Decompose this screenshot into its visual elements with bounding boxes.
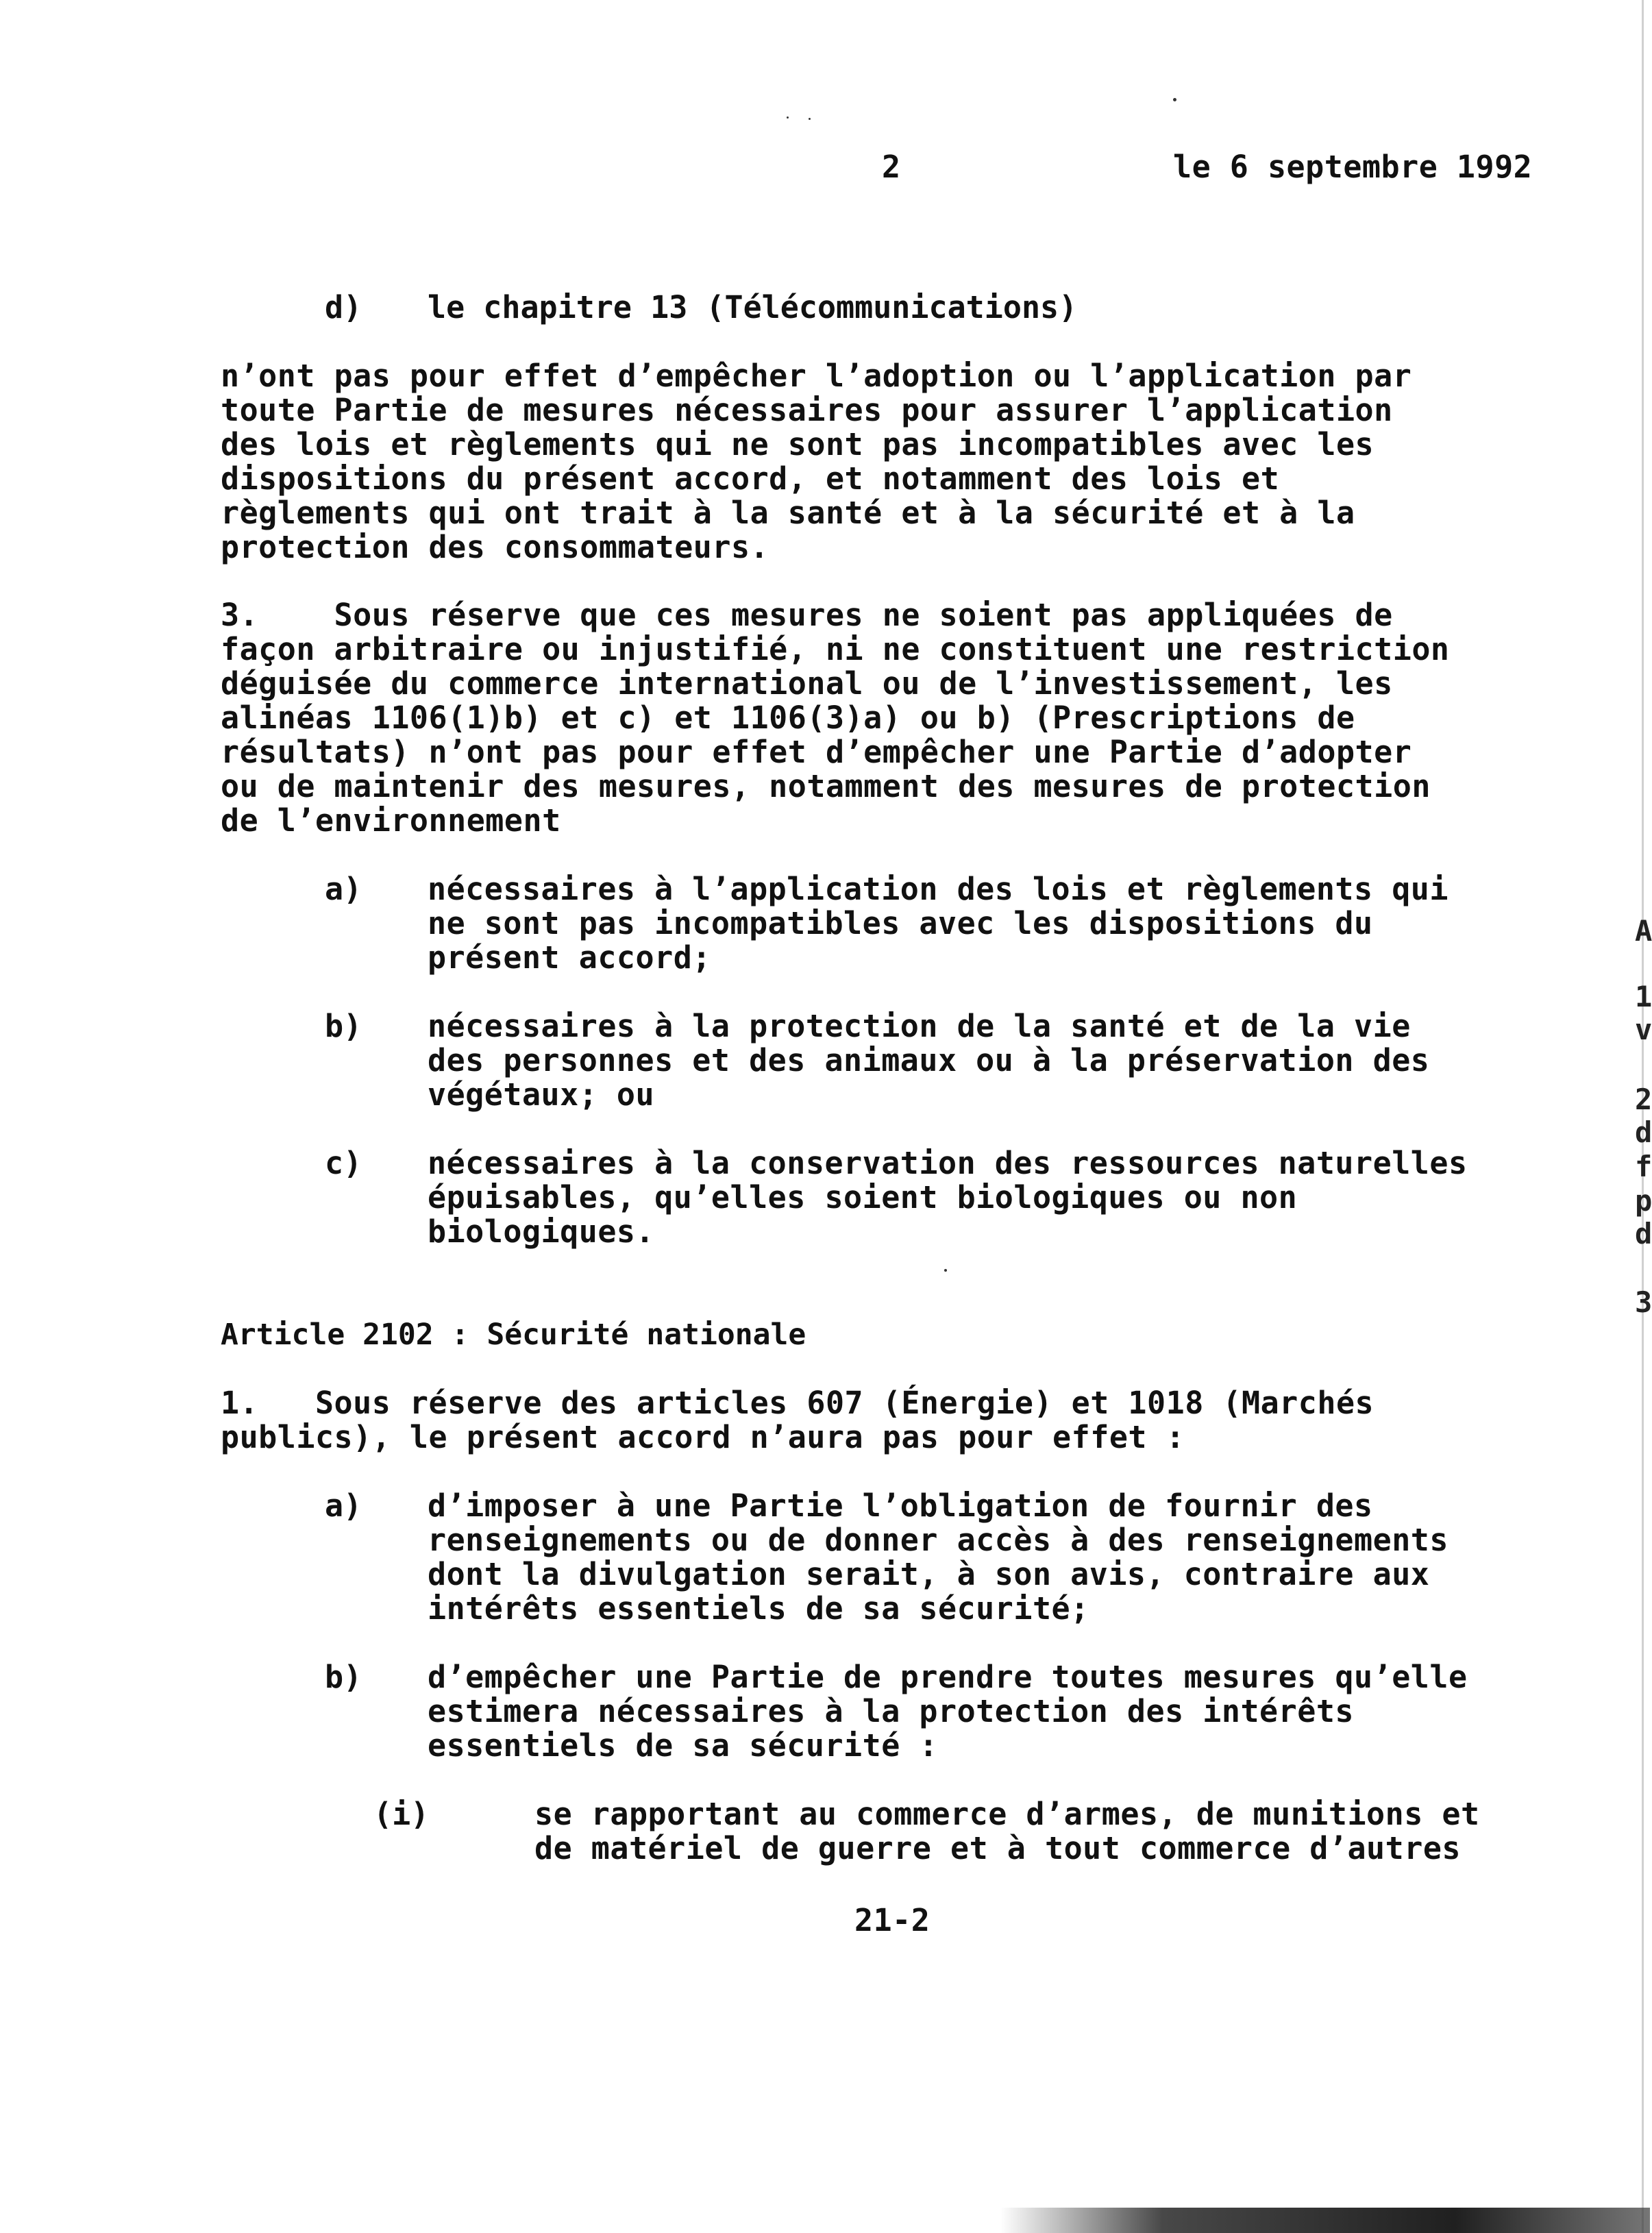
paragraph-line: dispositions du présent accord, et notamment des lois et <box>221 460 1280 497</box>
item-line: intérêts essentiels de sa sécurité; <box>428 1590 1089 1627</box>
page-footer: 21-2 <box>854 1902 930 1938</box>
edge-fragment: 3 <box>1635 1285 1652 1319</box>
item-line: épuisables, qu’elles soient biologiques ou non <box>428 1179 1298 1216</box>
edge-fragment: 2 <box>1635 1083 1652 1116</box>
item-line: des personnes et des animaux ou à la préservation des <box>428 1042 1430 1078</box>
item-line: d’imposer à une Partie l’obligation de fournir des <box>428 1488 1373 1524</box>
item-line: se rapportant au commerce d’armes, de munitions et <box>534 1796 1480 1832</box>
edge-fragment: A <box>1635 914 1652 948</box>
sub-item-i-text <box>534 1797 1480 1866</box>
item-line: biologiques. <box>428 1213 655 1250</box>
paragraph-line: toute Partie de mesures nécessaires pour assurer l’application <box>221 392 1393 428</box>
edge-fragment: d <box>1635 1115 1652 1149</box>
paragraph-line: publics), le présent accord n’aura pas pour effet : <box>221 1419 1185 1455</box>
edge-fragment: v <box>1635 1013 1652 1046</box>
article-item-a-label: a) <box>325 1488 362 1524</box>
article-item-a-text <box>428 1489 1448 1626</box>
paragraph-line: façon arbitraire ou injustifié, ni ne constituent une restriction <box>221 631 1450 667</box>
paragraph-intro <box>221 359 1411 565</box>
paragraph-line: résultats) n’ont pas pour effet d’empêcher une Partie d’adopter <box>221 734 1412 770</box>
item-line: estimera nécessaires à la protection des intérêts <box>428 1693 1355 1729</box>
article-paragraph-1 <box>221 1386 1374 1455</box>
item-b-label: b) <box>325 1008 362 1044</box>
edge-fragment: 1 <box>1635 980 1652 1013</box>
item-line: nécessaires à la protection de la santé et de la vie <box>428 1008 1411 1044</box>
item-line: dont la divulgation serait, à son avis, contraire aux <box>428 1556 1430 1592</box>
item-a-label: a) <box>325 871 362 907</box>
edge-fragment: f <box>1635 1150 1652 1183</box>
paragraph-line: déguisée du commerce international ou de l’investissement, les <box>221 665 1393 702</box>
item-line: végétaux; ou <box>428 1076 655 1113</box>
item-c-label: c) <box>325 1145 362 1181</box>
page-number: 2 <box>882 149 901 185</box>
item-d-label: d) <box>325 289 362 325</box>
paragraph-line: 1. Sous réserve des articles 607 (Énergie) et 1018 (Marchés <box>221 1385 1374 1421</box>
item-line: d’empêcher une Partie de prendre toutes mesures qu’elle <box>428 1659 1468 1695</box>
article-item-b-text <box>428 1660 1468 1763</box>
article-item-b-label: b) <box>325 1659 362 1695</box>
edge-fragment: d <box>1635 1217 1652 1250</box>
item-line: nécessaires à la conservation des ressources naturelles <box>428 1145 1468 1181</box>
item-c-text <box>428 1146 1468 1249</box>
sub-item-i-label: (i) <box>373 1796 430 1832</box>
article-heading: Article 2102 : Sécurité nationale <box>221 1318 806 1352</box>
item-line: de matériel de guerre et à tout commerce d’autres <box>534 1830 1462 1866</box>
paragraph-line: ou de maintenir des mesures, notamment des mesures de protection <box>221 768 1431 804</box>
item-b-text <box>428 1009 1429 1112</box>
item-line: nécessaires à l’application des lois et règlements qui <box>428 871 1448 907</box>
paragraph-line: de l’environnement <box>221 802 561 839</box>
paragraph-line: 3. Sous réserve que ces mesures ne soient pas appliquées de <box>221 597 1393 633</box>
item-a-text <box>428 872 1448 975</box>
paragraph-3 <box>221 598 1450 838</box>
paragraph-line: protection des consommateurs. <box>221 529 769 565</box>
scan-speck <box>809 118 811 120</box>
paragraph-line: n’ont pas pour effet d’empêcher l’adoption ou l’application par <box>221 358 1412 394</box>
item-d-text: le chapitre 13 (Télécommunications) <box>428 289 1078 325</box>
scan-speck <box>1173 98 1176 101</box>
document-date: le 6 septembre 1992 <box>1173 149 1533 185</box>
paragraph-line: des lois et règlements qui ne sont pas incompatibles avec les <box>221 426 1374 462</box>
item-line: présent accord; <box>428 939 711 976</box>
scan-speck <box>944 1269 947 1272</box>
scan-speck <box>787 116 789 119</box>
paragraph-line: règlements qui ont trait à la santé et à la sécurité et à la <box>221 495 1355 531</box>
item-line: ne sont pas incompatibles avec les dispositions du <box>428 905 1373 941</box>
item-line: essentiels de sa sécurité : <box>428 1727 938 1764</box>
paragraph-line: alinéas 1106(1)b) et c) et 1106(3)a) ou b) (Prescriptions de <box>221 700 1355 736</box>
scan-bottom-smudge <box>1000 2208 1650 2233</box>
edge-fragment: p <box>1635 1184 1652 1218</box>
item-line: renseignements ou de donner accès à des renseignements <box>428 1522 1448 1558</box>
